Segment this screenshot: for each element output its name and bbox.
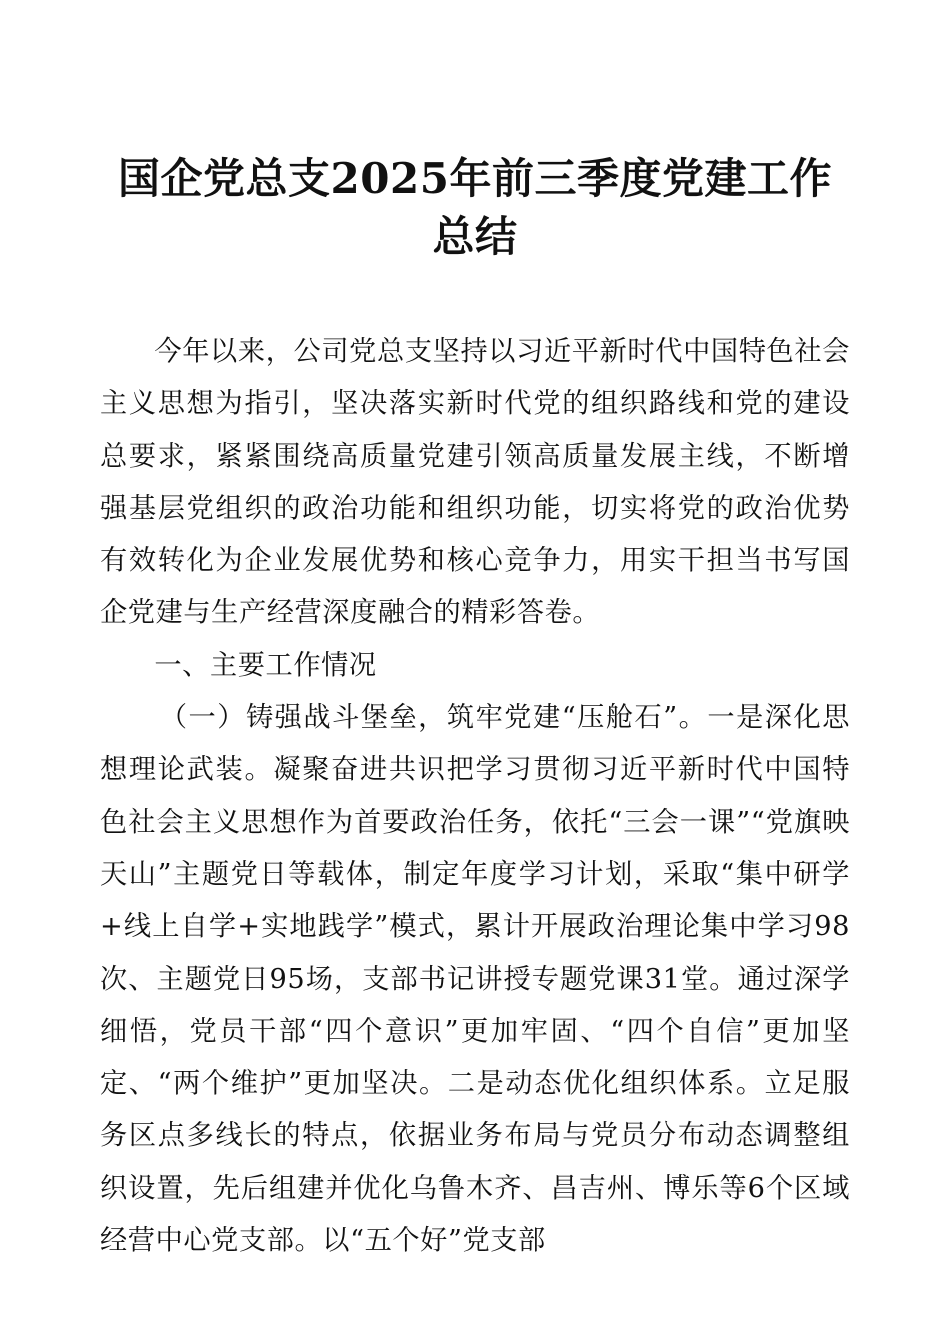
document-title: 国企党总支2025年前三季度党建工作总结: [118, 154, 832, 261]
intro-paragraph: 今年以来，公司党总支坚持以习近平新时代中国特色社会主义思想为指引，坚决落实新时代党的组织路线和党的建设总要求，紧紧围绕高质量党建引领高质量发展主线，不断增强基层党组织的政治功能和组织功能，切实将党的政治优势有效转化为企业发展优势和核心竞争力，用实干担当书写国企党建与生产经营深度融合的精彩答卷。: [100, 336, 850, 629]
document-body: [100, 326, 850, 1267]
section-heading: 一、主要工作情况: [154, 649, 377, 681]
subsection-paragraph: （一）铸强战斗堡垒，筑牢党建“压舱石”。一是深化思想理论武装。凝聚奋进共识把学习贯彻习近平新时代中国特色社会主义思想作为首要政治任务，依托“三会一课”“党旗映天山”主题党日等载体，制定年度学习计划，采取“集中研学+线上自学+实地践学”模式，累计开展政治理论集中学习98次、主题党日95场，支部书记讲授专题党课31堂。通过深学细悟，党员干部“四个意识”更加牢固、“四个自信”更加坚定、“两个维护”更加坚决。二是动态优化组织体系。立足服务区点多线长的特点，依据业务布局与党员分布动态调整组织设置，先后组建并优化乌鲁木齐、昌吉州、博乐等6个区域经营中心党支部。以“五个好”党支部: [100, 702, 850, 1257]
